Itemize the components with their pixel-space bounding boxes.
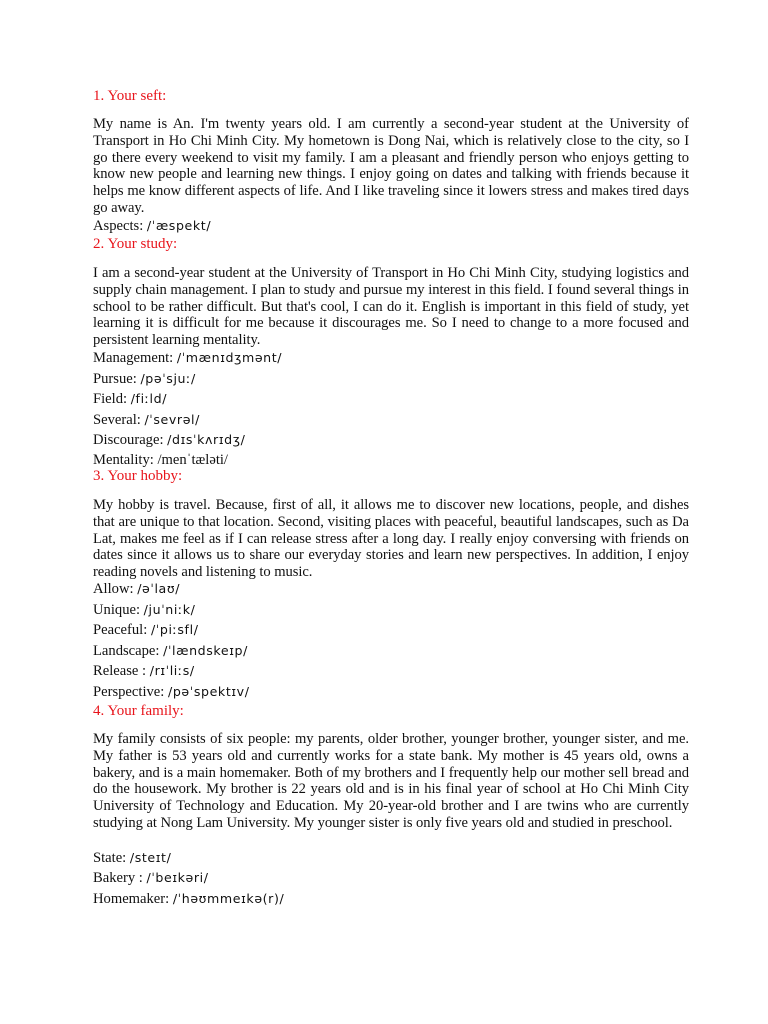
section-paragraph-family: My family consists of six people: my parents, older brother, younger brother, younger sister, and me. My father is 53 years old and currently works for a state bank. My mother is 45 years old, owns a bakery, and is a main homemaker. Both of my brothers and I frequently help our mother sell bread and do the housework. My brother is 22 years old and is in his final year of school at Ho Chi Minh City University of Technology and Education. My 20-year-old brother and I are twins who are currently studying at Nong Lam University. My younger sister is only five years old and studied in preschool. xyxy=(93,731,689,831)
vocab-ipa: /ˈmænɪdʒmənt/ xyxy=(176,350,283,365)
vocab-ipa: /steɪt/ xyxy=(129,850,172,865)
vocab-ipa: /rɪˈliːs/ xyxy=(149,663,195,678)
vocab-ipa: /fiːld/ xyxy=(130,391,168,406)
vocab-ipa: /əˈlaʊ/ xyxy=(137,581,181,596)
vocab-ipa: /dɪsˈkʌrɪdʒ/ xyxy=(167,432,246,447)
section-heading-family: 4. Your family: xyxy=(93,703,184,719)
vocab-item xyxy=(93,850,171,866)
section-heading-hobby: 3. Your hobby: xyxy=(93,468,183,484)
vocab-word: Landscape: xyxy=(93,643,164,659)
vocab-item xyxy=(93,870,209,886)
vocab-item xyxy=(93,350,282,366)
vocab-ipa: /pəˈsjuː/ xyxy=(140,371,196,386)
vocab-item xyxy=(93,218,211,234)
vocab-ipa: /ˈpiːsfl/ xyxy=(150,622,199,637)
vocab-item xyxy=(93,622,199,638)
vocab-word: Bakery : xyxy=(93,870,147,886)
vocab-item xyxy=(93,581,180,597)
vocab-word: Homemaker: xyxy=(93,891,173,907)
vocab-item xyxy=(93,602,196,618)
vocab-ipa: /ˈhəʊmmeɪkə(r)/ xyxy=(172,891,285,906)
section-paragraph-study: I am a second-year student at the University of Transport in Ho Chi Minh City, studying logistics and supply chain management. I plan to study and pursue my interest in this field. I found several things in school to be rather difficult. But that's cool, I can do it. English is important in this field of study, yet learning it is difficult for me because it discourages me. So I need to change to a more focused and persistent learning mentality. xyxy=(93,265,689,349)
section-paragraph-hobby: My hobby is travel. Because, first of all, it allows me to discover new locations, people, and dishes that are unique to that location. Second, visiting places with peaceful, beautiful landscapes, such as Da Lat, makes me feel as if I can release stress after a long day. I really enjoy conversing with friends on dates since it allows us to share our everyday stories and learn new perspectives. In addition, I enjoy reading novels and listening to music. xyxy=(93,497,689,581)
vocab-word: State: xyxy=(93,850,130,866)
vocab-ipa: /ˈbeɪkəri/ xyxy=(146,870,209,885)
vocab-ipa: /ˈæspekt/ xyxy=(146,218,212,233)
section-heading-study: 2. Your study: xyxy=(93,236,178,252)
vocab-item xyxy=(93,391,167,407)
section-paragraph-self: My name is An. I'm twenty years old. I am currently a second-year student at the University of Transport in Ho Chi Minh City. My hometown is Dong Nai, which is relatively close to the city, so I go there every weekend to visit my family. I am a pleasant and friendly person who enjoys getting to know new people and learning new things. I enjoy going on dates and talking with friends because it helps me know different aspects of life. And I like traveling since it lowers stress and makes tired days go away. xyxy=(93,116,689,216)
vocab-ipa: /menˈtæləti/ xyxy=(157,452,228,468)
vocab-word: Unique: xyxy=(93,602,144,618)
vocab-word: Discourage: xyxy=(93,432,168,448)
vocab-item xyxy=(93,643,248,659)
vocab-word: Several: xyxy=(93,412,145,428)
vocab-word: Peaceful: xyxy=(93,622,151,638)
vocab-item xyxy=(93,371,196,387)
vocab-word: Perspective: xyxy=(93,684,168,700)
vocab-word: Aspects: xyxy=(93,218,147,234)
vocab-ipa: /juˈniːk/ xyxy=(143,602,196,617)
vocab-item xyxy=(93,684,250,700)
vocab-word: Mentality: xyxy=(93,452,158,468)
vocab-ipa: /ˈsevrəl/ xyxy=(144,412,201,427)
vocab-word: Allow: xyxy=(93,581,138,597)
section-heading-self: 1. Your seft: xyxy=(93,88,167,104)
vocab-item xyxy=(93,412,200,428)
vocab-ipa: /ˈlændskeɪp/ xyxy=(163,643,248,658)
vocab-item xyxy=(93,452,228,468)
vocab-item xyxy=(93,891,284,907)
vocab-word: Management: xyxy=(93,350,177,366)
vocab-word: Field: xyxy=(93,391,131,407)
vocab-ipa: /pəˈspektɪv/ xyxy=(167,684,250,699)
vocab-word: Release : xyxy=(93,663,150,679)
vocab-item xyxy=(93,432,245,448)
vocab-item xyxy=(93,663,195,679)
vocab-word: Pursue: xyxy=(93,371,141,387)
